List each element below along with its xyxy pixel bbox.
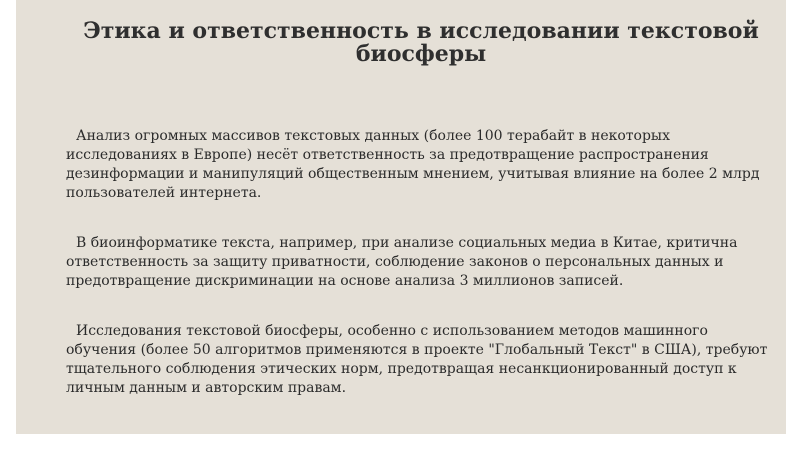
slide-title: Этика и ответственность в исследовании текстовой биосферы — [83, 18, 759, 67]
slide — [16, 0, 786, 434]
paragraph-europe-data: Анализ огромных массивов текстовых данных (более 100 терабайт в некоторых исследованиях в Европе) несёт ответственность за предотвращение распространения дезинформации и манипуляций общественным мнением, учитывая влияние на более 2 млрд пользователей интернета. — [66, 128, 760, 201]
slide-body — [66, 127, 771, 429]
paragraph-china-privacy: В биоинформатике текста, например, при анализе социальных медиа в Китае, критична ответственность за защиту приватности, соблюдение законов о персональных данных и предотвращение дискриминации на основе анализа 3 миллионов записей. — [66, 235, 738, 289]
paragraph-ml-ethics: Исследования текстовой биосферы, особенно с использованием методов машинного обучения (более 50 алгоритмов применяются в проекте "Глобальный Текст" в США), требуют тщательного соблюдения этических норм, предотвращая несанкционированный доступ к личным данным и авторским правам. — [66, 323, 768, 396]
